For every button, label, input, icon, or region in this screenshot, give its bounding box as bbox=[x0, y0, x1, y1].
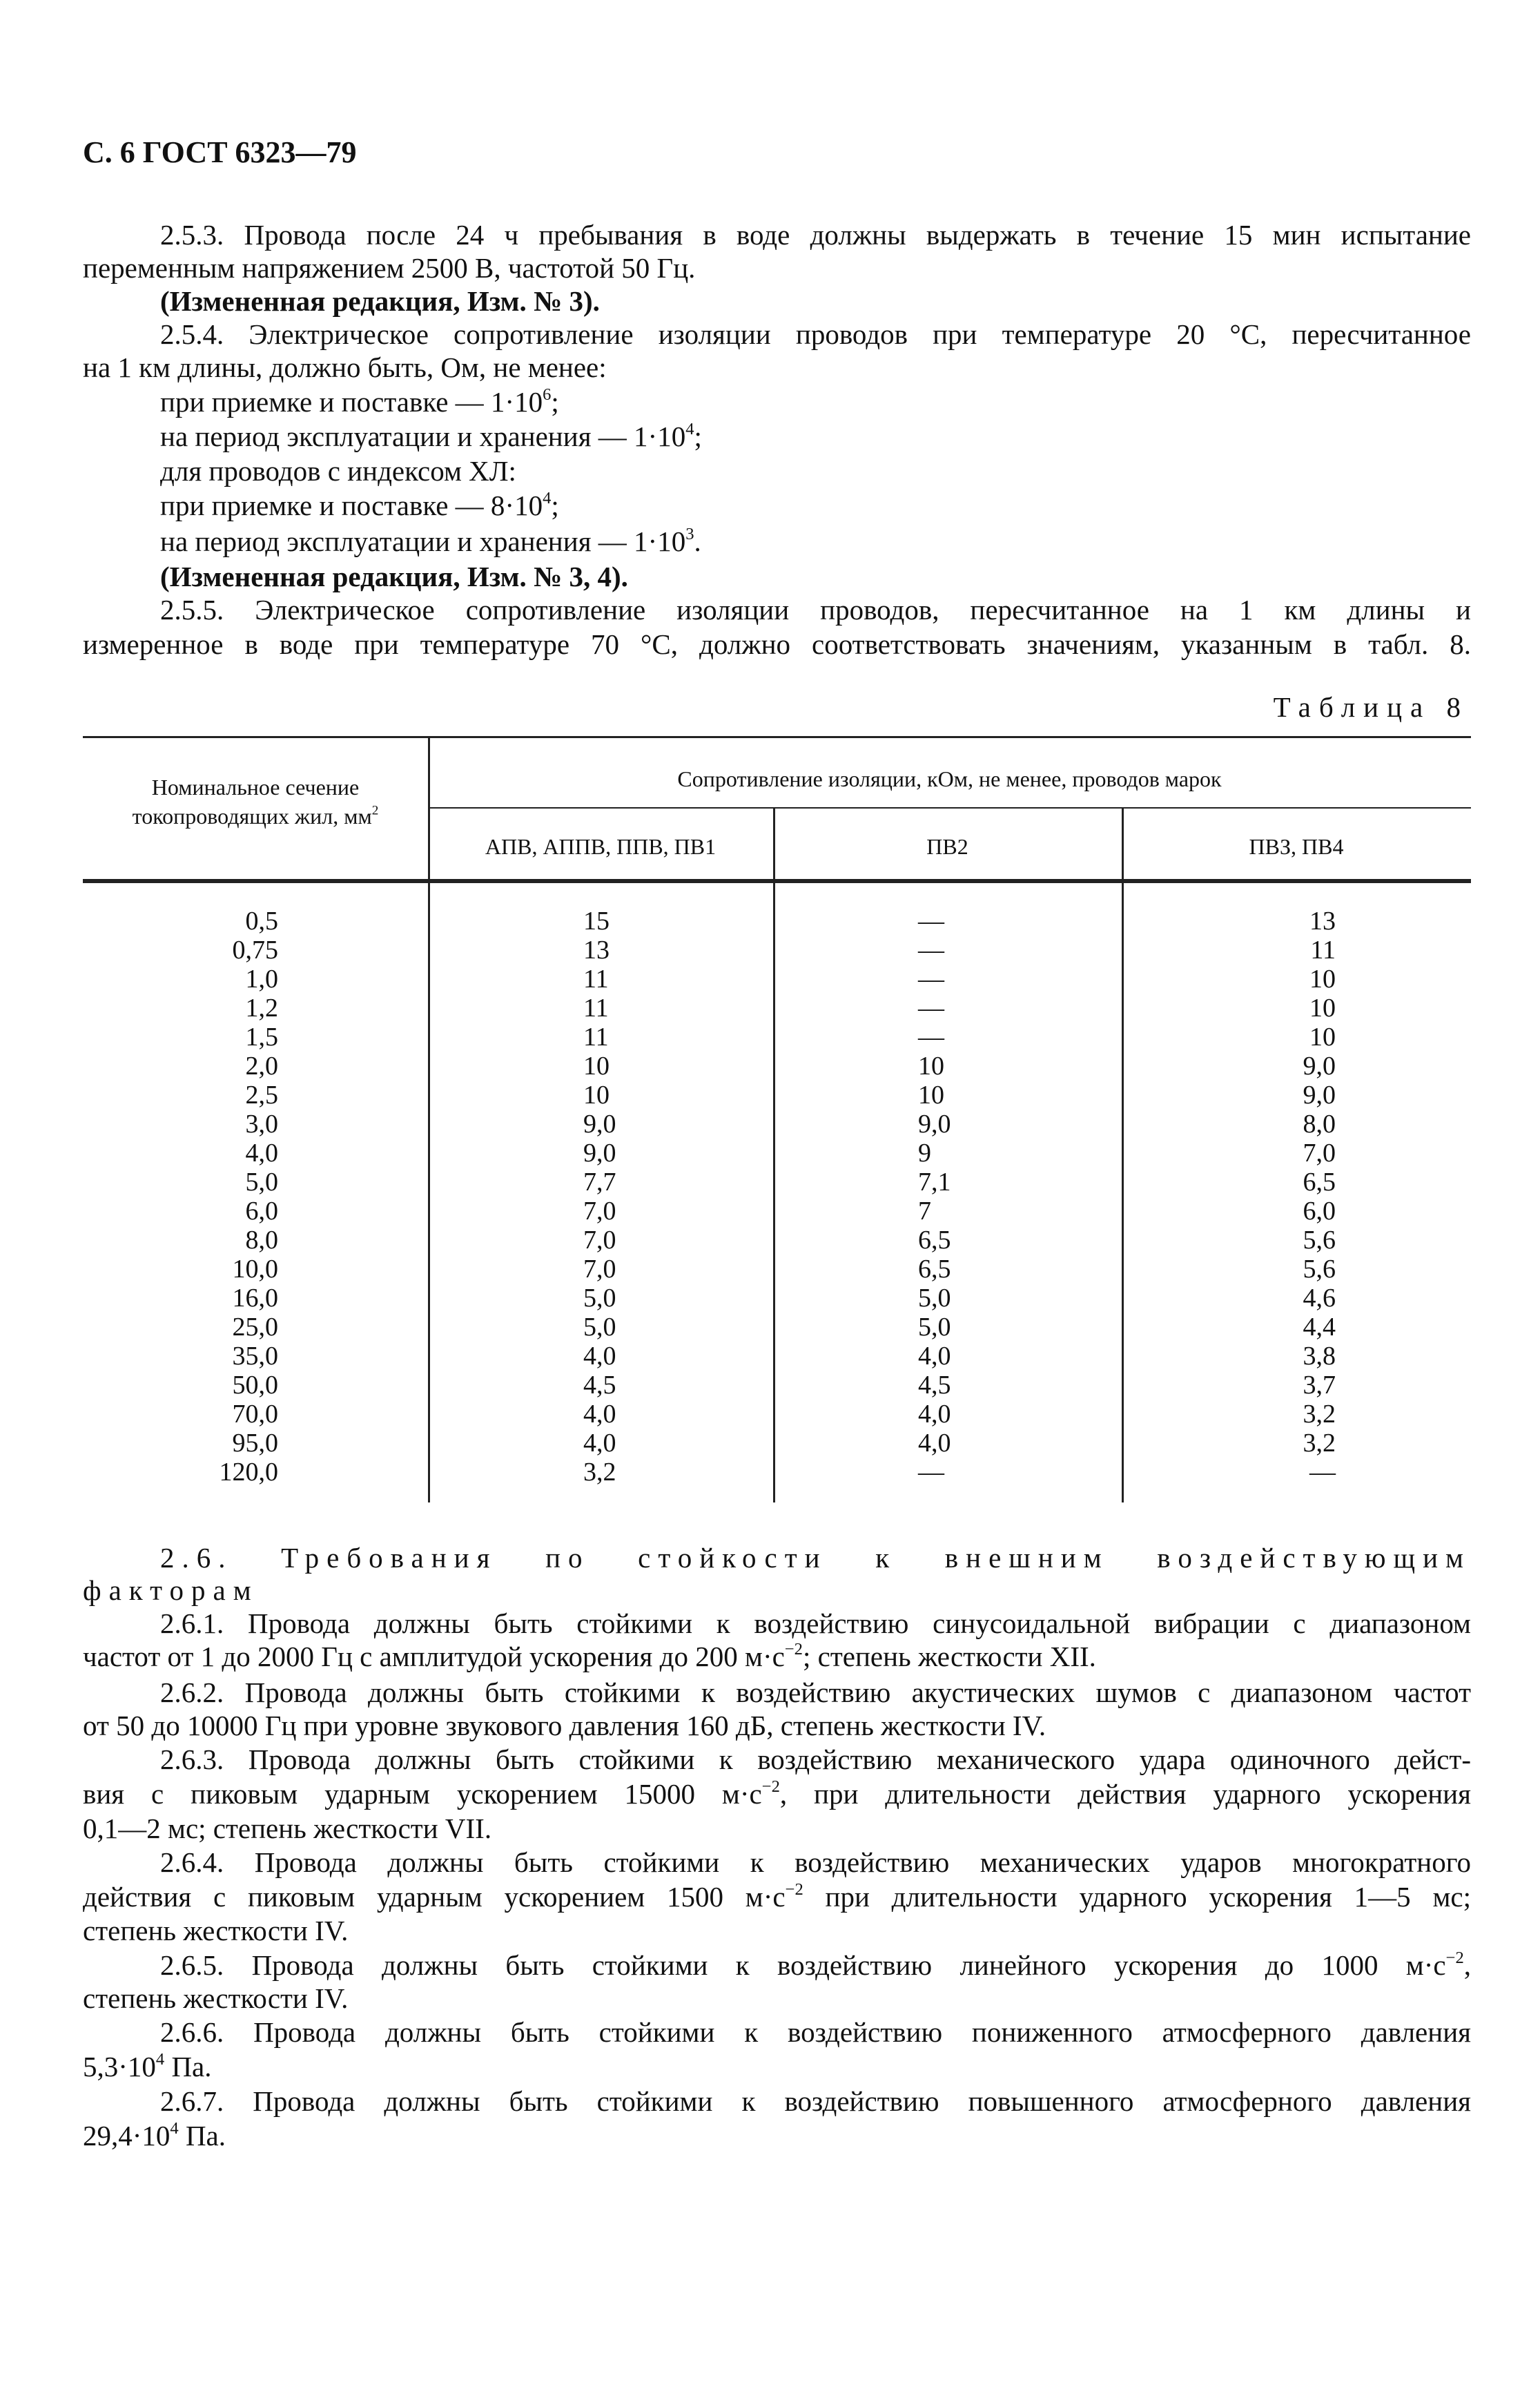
table-cell-pv3-pv4: — bbox=[1309, 1458, 1336, 1487]
table-caption: Таблица 8 bbox=[1273, 691, 1469, 723]
table-cell-pv2: 5,0 bbox=[918, 1284, 951, 1313]
table-cell-apv: 9,0 bbox=[583, 1139, 616, 1168]
para-2-5-3-line-1: 2.5.3. Провода после 24 ч пребывания в воде должны выдержать в течение 15 мин испытание bbox=[160, 219, 1471, 251]
para-2-6-1-line-1: 2.6.1. Провода должны быть стойкими к воздействию синусоидальной вибрации с диапазоном bbox=[160, 1607, 1471, 1639]
table-cell-pv2: — bbox=[918, 907, 944, 936]
para-2-5-4-item-3: для проводов с индексом ХЛ: bbox=[160, 455, 516, 487]
table-cell-cross-section: 2,5 bbox=[245, 1081, 278, 1110]
table-cell-apv: 3,2 bbox=[583, 1458, 616, 1487]
page-header: С. 6 ГОСТ 6323—79 bbox=[83, 135, 357, 169]
table-cell-pv2: 4,0 bbox=[918, 1429, 951, 1458]
para-2-6-5-line-1: 2.6.5. Провода должны быть стойкими к воздействию линейного ускорения до 1000 $м\cdot с^{-2}$, bbox=[160, 1948, 1471, 1981]
table-cell-apv: 7,0 bbox=[583, 1226, 616, 1255]
para-2-6-5-line-2: степень жесткости IV. bbox=[83, 1982, 349, 2014]
header-col-apv: АПВ, АППВ, ППВ, ПВ1 bbox=[485, 834, 717, 859]
table-group-rule bbox=[428, 807, 1471, 809]
header-cross-section: Номинальное сечение токопроводящих жил, $мм^2$ bbox=[132, 775, 379, 829]
table-cell-apv: 4,0 bbox=[583, 1429, 616, 1458]
para-2-5-3-line-2: переменным напряжением 2500 В, частотой 50 Гц. bbox=[83, 252, 696, 284]
column-pv2-values bbox=[918, 907, 1056, 1487]
table-cell-apv: 7,7 bbox=[583, 1168, 616, 1197]
section-2-6-title-line-1: 2.6. Требования по стойкости к внешним воздействующим bbox=[160, 1542, 1471, 1574]
table-cell-pv2: 4,5 bbox=[918, 1371, 951, 1400]
para-2-5-3-edit-note: (Измененная редакция, Изм. № 3). bbox=[160, 285, 600, 317]
table-cell-cross-section: 10,0 bbox=[232, 1255, 278, 1284]
para-2-5-4-item-1: при приемке и поставке — $1\cdot 10^6$; bbox=[160, 385, 559, 418]
table-cell-pv2: 6,5 bbox=[918, 1226, 951, 1255]
para-2-5-5-line-1: 2.5.5. Электрическое сопротивление изоляции проводов, пересчитанное на 1 км длины и bbox=[160, 594, 1471, 626]
table-cell-pv2: 7 bbox=[918, 1197, 931, 1226]
table-cell-apv: 4,0 bbox=[583, 1342, 616, 1371]
table-cell-apv: 4,0 bbox=[583, 1400, 616, 1429]
para-2-5-4-item-5: на период эксплуатации и хранения — $1\cdot 10^3$. bbox=[160, 524, 701, 557]
table-cell-pv3-pv4: 10 bbox=[1309, 994, 1336, 1023]
table-header-rule bbox=[83, 879, 1471, 883]
table-cell-pv3-pv4: 3,2 bbox=[1303, 1429, 1336, 1458]
table-cell-apv: 5,0 bbox=[583, 1284, 616, 1313]
para-2-5-5-line-2: измеренное в воде при температуре 70 °С, должно соответствовать значениям, указанным в табл. 8. bbox=[83, 628, 1471, 660]
table-cell-pv2: — bbox=[918, 965, 944, 994]
para-2-6-3-line-1: 2.6.3. Провода должны быть стойкими к воздействию механического удара одиночного дейст- bbox=[160, 1743, 1471, 1775]
table-cell-apv: 13 bbox=[583, 936, 610, 965]
table-cell-cross-section: 50,0 bbox=[232, 1371, 278, 1400]
table-cell-pv3-pv4: 13 bbox=[1309, 907, 1336, 936]
table-cell-pv3-pv4: 6,5 bbox=[1303, 1168, 1336, 1197]
table-cell-apv: 15 bbox=[583, 907, 610, 936]
table-cell-pv3-pv4: 10 bbox=[1309, 1023, 1336, 1052]
table-cell-pv3-pv4: 6,0 bbox=[1303, 1197, 1336, 1226]
table-cell-cross-section: 6,0 bbox=[245, 1197, 278, 1226]
table-cell-cross-section: 120,0 bbox=[219, 1458, 278, 1487]
column-cross-section bbox=[83, 907, 278, 1487]
table-cell-cross-section: 8,0 bbox=[245, 1226, 278, 1255]
para-2-5-4-item-4: при приемке и поставке — $8\cdot 10^4$; bbox=[160, 488, 559, 521]
table-cell-cross-section: 25,0 bbox=[232, 1313, 278, 1342]
table-cell-pv3-pv4: 9,0 bbox=[1303, 1052, 1336, 1081]
table-cell-pv3-pv4: 5,6 bbox=[1303, 1255, 1336, 1284]
table-cell-cross-section: 1,5 bbox=[245, 1023, 278, 1052]
table-cell-cross-section: 2,0 bbox=[245, 1052, 278, 1081]
table-cell-pv3-pv4: 8,0 bbox=[1303, 1110, 1336, 1139]
table-cell-apv: 9,0 bbox=[583, 1110, 616, 1139]
table-cell-cross-section: 0,5 bbox=[245, 907, 278, 936]
table-cell-cross-section: 70,0 bbox=[232, 1400, 278, 1429]
table-cell-cross-section: 0,75 bbox=[232, 936, 278, 965]
para-2-5-4-edit-note: (Измененная редакция, Изм. № 3, 4). bbox=[160, 561, 628, 592]
table-cell-cross-section: 4,0 bbox=[245, 1139, 278, 1168]
table-cell-cross-section: 1,2 bbox=[245, 994, 278, 1023]
header-col-pv3-pv4: ПВЗ, ПВ4 bbox=[1249, 834, 1344, 859]
column-pv3-pv4-values bbox=[1232, 907, 1336, 1487]
table-divider-2 bbox=[773, 807, 775, 1502]
header-col-pv2: ПВ2 bbox=[926, 834, 968, 859]
para-2-6-3-line-3: 0,1—2 мс; степень жесткости VII. bbox=[83, 1812, 492, 1844]
section-2-6-title-line-2: факторам bbox=[83, 1574, 259, 1606]
table-cell-apv: 5,0 bbox=[583, 1313, 616, 1342]
para-2-5-4-item-2: на период эксплуатации и хранения — $1\cdot 10^4$; bbox=[160, 419, 702, 452]
para-2-6-2-line-1: 2.6.2. Провода должны быть стойкими к воздействию акустических шумов с диапазоном частот bbox=[160, 1676, 1471, 1708]
table-cell-apv: 7,0 bbox=[583, 1255, 616, 1284]
table-cell-apv: 4,5 bbox=[583, 1371, 616, 1400]
table-cell-pv2: 9,0 bbox=[918, 1110, 951, 1139]
table-cell-pv2: 7,1 bbox=[918, 1168, 951, 1197]
table-cell-pv3-pv4: 4,6 bbox=[1303, 1284, 1336, 1313]
table-divider-3 bbox=[1122, 807, 1124, 1502]
table-8 bbox=[83, 736, 1471, 1502]
para-2-6-4-line-2: действия с пиковым ударным ускорением 1500 $м\cdot с^{-2}$ при длительности ударного ускорения 1—5 мс; bbox=[83, 1879, 1471, 1913]
table-cell-apv: 10 bbox=[583, 1052, 610, 1081]
para-2-5-4-line-1: 2.5.4. Электрическое сопротивление изоляции проводов при температуре 20 °С, пересчитанное bbox=[160, 318, 1471, 350]
para-2-6-3-line-2: вия с пиковым ударным ускорением 15000 $м\cdot с^{-2}$, при длительности действия ударного ускорения bbox=[83, 1777, 1471, 1810]
para-2-6-6-line-1: 2.6.6. Провода должны быть стойкими к воздействию пониженного атмосферного давления bbox=[160, 2016, 1471, 2048]
column-apv-values bbox=[583, 907, 756, 1487]
para-2-6-6-line-2: $5,3\cdot 10^4$ Па. bbox=[83, 2049, 212, 2082]
header-resistance-group: Сопротивление изоляции, кОм, не менее, проводов марок bbox=[677, 766, 1222, 791]
table-cell-apv: 11 bbox=[583, 1023, 609, 1052]
para-2-6-7-line-2: $29,4\cdot 10^4$ Па. bbox=[83, 2118, 226, 2152]
table-cell-pv2: 4,0 bbox=[918, 1400, 951, 1429]
table-cell-cross-section: 35,0 bbox=[232, 1342, 278, 1371]
table-cell-pv2: — bbox=[918, 1458, 944, 1487]
table-cell-pv2: 5,0 bbox=[918, 1313, 951, 1342]
para-2-6-7-line-1: 2.6.7. Провода должны быть стойкими к воздействию повышенного атмосферного давления bbox=[160, 2085, 1471, 2117]
table-cell-cross-section: 5,0 bbox=[245, 1168, 278, 1197]
para-2-6-4-line-1: 2.6.4. Провода должны быть стойкими к воздействию механических ударов многократного bbox=[160, 1846, 1471, 1878]
table-cell-pv3-pv4: 11 bbox=[1310, 936, 1336, 965]
table-cell-pv2: 6,5 bbox=[918, 1255, 951, 1284]
table-cell-apv: 10 bbox=[583, 1081, 610, 1110]
table-cell-pv2: 4,0 bbox=[918, 1342, 951, 1371]
table-cell-pv3-pv4: 4,4 bbox=[1303, 1313, 1336, 1342]
table-cell-pv3-pv4: 7,0 bbox=[1303, 1139, 1336, 1168]
table-cell-apv: 11 bbox=[583, 965, 609, 994]
table-cell-pv3-pv4: 3,8 bbox=[1303, 1342, 1336, 1371]
table-top-rule bbox=[83, 736, 1471, 738]
table-cell-cross-section: 1,0 bbox=[245, 965, 278, 994]
table-cell-pv2: — bbox=[918, 994, 944, 1023]
para-2-6-4-line-3: степень жесткости IV. bbox=[83, 1915, 349, 1946]
table-cell-pv2: — bbox=[918, 936, 944, 965]
table-cell-cross-section: 16,0 bbox=[232, 1284, 278, 1313]
table-cell-cross-section: 3,0 bbox=[245, 1110, 278, 1139]
para-2-6-1-line-2: частот от 1 до 2000 Гц с амплитудой ускорения до 200 $м\cdot с^{-2}$; степень жесткости XII. bbox=[83, 1639, 1096, 1672]
table-cell-pv3-pv4: 5,6 bbox=[1303, 1226, 1336, 1255]
table-cell-pv2: — bbox=[918, 1023, 944, 1052]
table-cell-apv: 7,0 bbox=[583, 1197, 616, 1226]
para-2-6-2-line-2: от 50 до 10000 Гц при уровне звукового давления 160 дБ, степень жесткости IV. bbox=[83, 1710, 1046, 1741]
table-cell-apv: 11 bbox=[583, 994, 609, 1023]
table-cell-pv3-pv4: 10 bbox=[1309, 965, 1336, 994]
table-cell-pv2: 10 bbox=[918, 1081, 944, 1110]
table-cell-pv3-pv4: 3,2 bbox=[1303, 1400, 1336, 1429]
table-cell-pv2: 9 bbox=[918, 1139, 931, 1168]
table-cell-cross-section: 95,0 bbox=[232, 1429, 278, 1458]
table-cell-pv3-pv4: 9,0 bbox=[1303, 1081, 1336, 1110]
table-cell-pv2: 10 bbox=[918, 1052, 944, 1081]
para-2-5-4-line-2: на 1 км длины, должно быть, Ом, не менее: bbox=[83, 351, 607, 383]
table-cell-pv3-pv4: 3,7 bbox=[1303, 1371, 1336, 1400]
